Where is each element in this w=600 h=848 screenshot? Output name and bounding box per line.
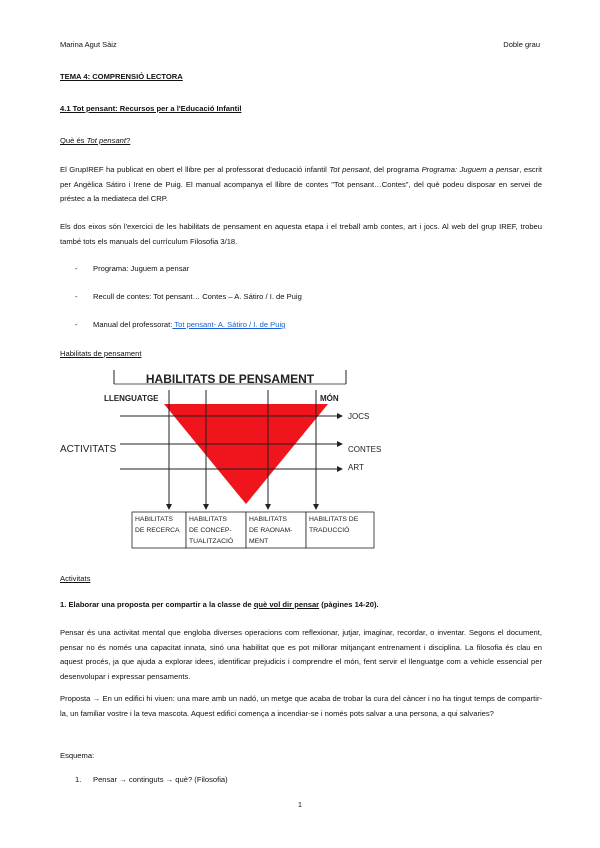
header-course: Doble grau (503, 40, 540, 49)
bullet-manual (93, 320, 285, 329)
activity-1 (60, 598, 542, 613)
activity-1-b: què vol dir pensar (253, 600, 320, 609)
thinking-skills-diagram (56, 366, 386, 556)
bullet-manual-label: Manual del professorat: (93, 320, 173, 329)
p1-c: , del programa (369, 165, 422, 174)
bullet-marker: - (75, 264, 78, 273)
list-item-1: Pensar → continguts → què? (Filosofia) (93, 775, 228, 784)
activitats-heading: Activitats (60, 574, 91, 583)
topic-title: TEMA 4: COMPRENSIÓ LECTORA (60, 72, 183, 81)
p1-b: Tot pensant (329, 165, 370, 174)
page-number: 1 (297, 800, 303, 809)
contes-label: CONTES (348, 445, 382, 454)
bullet-programa: Programa: Juguem a pensar (93, 264, 190, 273)
p1-e: , escrit per Angèlica Sátiro i Irene de Puig. El manual acompanya el llibre de contes "Tot pensant…Contes", del què podeu disposar en servei de préstec a la mediateca del CRP. (60, 165, 542, 203)
manual-link[interactable]: Tot pensant- A. Sátiro / I. de Puig (172, 320, 286, 329)
box-raonament-line1: HABILITATS (249, 516, 287, 523)
question-suffix: ? (126, 136, 131, 145)
world-label: MÓN (320, 394, 339, 403)
habilitats-heading: Habilitats de pensament (60, 349, 142, 358)
diagram-title: HABILITATS DE PENSAMENT (145, 372, 315, 386)
box-recerca-line1: HABILITATS (135, 516, 173, 523)
box-raonament-line3: MENT (249, 538, 269, 545)
box-recerca-line2: DE RECERCA (135, 527, 180, 534)
red-triangle (164, 404, 328, 504)
box-conceptualitzacio-line1: HABILITATS (189, 516, 227, 523)
question-prefix: Què és (60, 136, 87, 145)
art-label: ART (348, 463, 364, 472)
box-traduccio-line1: HABILITATS DE (309, 516, 359, 523)
box-raonament-line2: DE RAONAM- (249, 527, 293, 534)
list-marker: 1. (75, 775, 82, 784)
proposal-paragraph: Proposta → En un edifici hi viuen: una mare amb un nadó, un metge que acaba de trobar la cura del càncer i no ha tingut temps de compartir-la, un familiar vostre i la teva mascota. Aquest edifici comença a incendiar-se i només pots salvar a una persona, a qui salvaries? (60, 694, 542, 718)
bullet-marker: - (75, 320, 78, 329)
p1-d: Programa: Juguem a pensar (421, 165, 520, 174)
thinking-paragraph: Pensar és una activitat mental que engloba diverses operacions com reflexionar, jutjar, imaginar, recordar, o inventar. Segons el document, pensar no és només una capacitat innata, sinó una habilitat que es pot millorar mitjançant entrenament i disciplina. La filosofia és clau en aquest procés, ja que ajuda a explorar idees, identificar prejudicis i comprendre el món, fent servir el llenguatge com a vehicle essencial per desenvolupar i expressar pensaments. (60, 628, 542, 681)
box-traduccio-line2: TRADUCCIÓ (309, 527, 350, 534)
activities-label: ACTIVITATS (60, 444, 117, 455)
box-conceptualitzacio-line3: TUALITZACIÓ (189, 538, 234, 545)
header-author: Marina Agut Sàiz (60, 40, 117, 49)
axes-paragraph: Els dos eixos són l'exercici de les habilitats de pensament en aquesta etapa i el treball amb contes, art i jocs. Al web del grup IREF, trobeu també tots els manuals del currículum Filosofia 3/18. (60, 222, 542, 246)
section-title: 4.1 Tot pensant: Recursos per a l'Educació Infantil (60, 104, 242, 113)
bullet-marker: - (75, 292, 78, 301)
box-conceptualitzacio-line2: DE CONCEP- (189, 527, 232, 534)
activity-1-a: 1. Elaborar una proposta per compartir a la classe de (60, 600, 254, 609)
language-label: LLENGUATGE (104, 394, 159, 403)
p1-a: El GrupIREF ha publicat en obert el llibre per al professorat d'educació infantil (60, 165, 330, 174)
question-italic: Tot pensant (86, 136, 127, 145)
bullet-recull: Recull de contes: Tot pensant… Contes – A. Sátiro / I. de Puig (93, 292, 302, 301)
jocs-label: JOCS (348, 412, 370, 421)
question-heading (60, 134, 542, 149)
esquema-label: Esquema: (60, 751, 95, 760)
activity-1-c: (pàgines 14-20). (319, 600, 379, 609)
intro-paragraph (60, 163, 542, 207)
